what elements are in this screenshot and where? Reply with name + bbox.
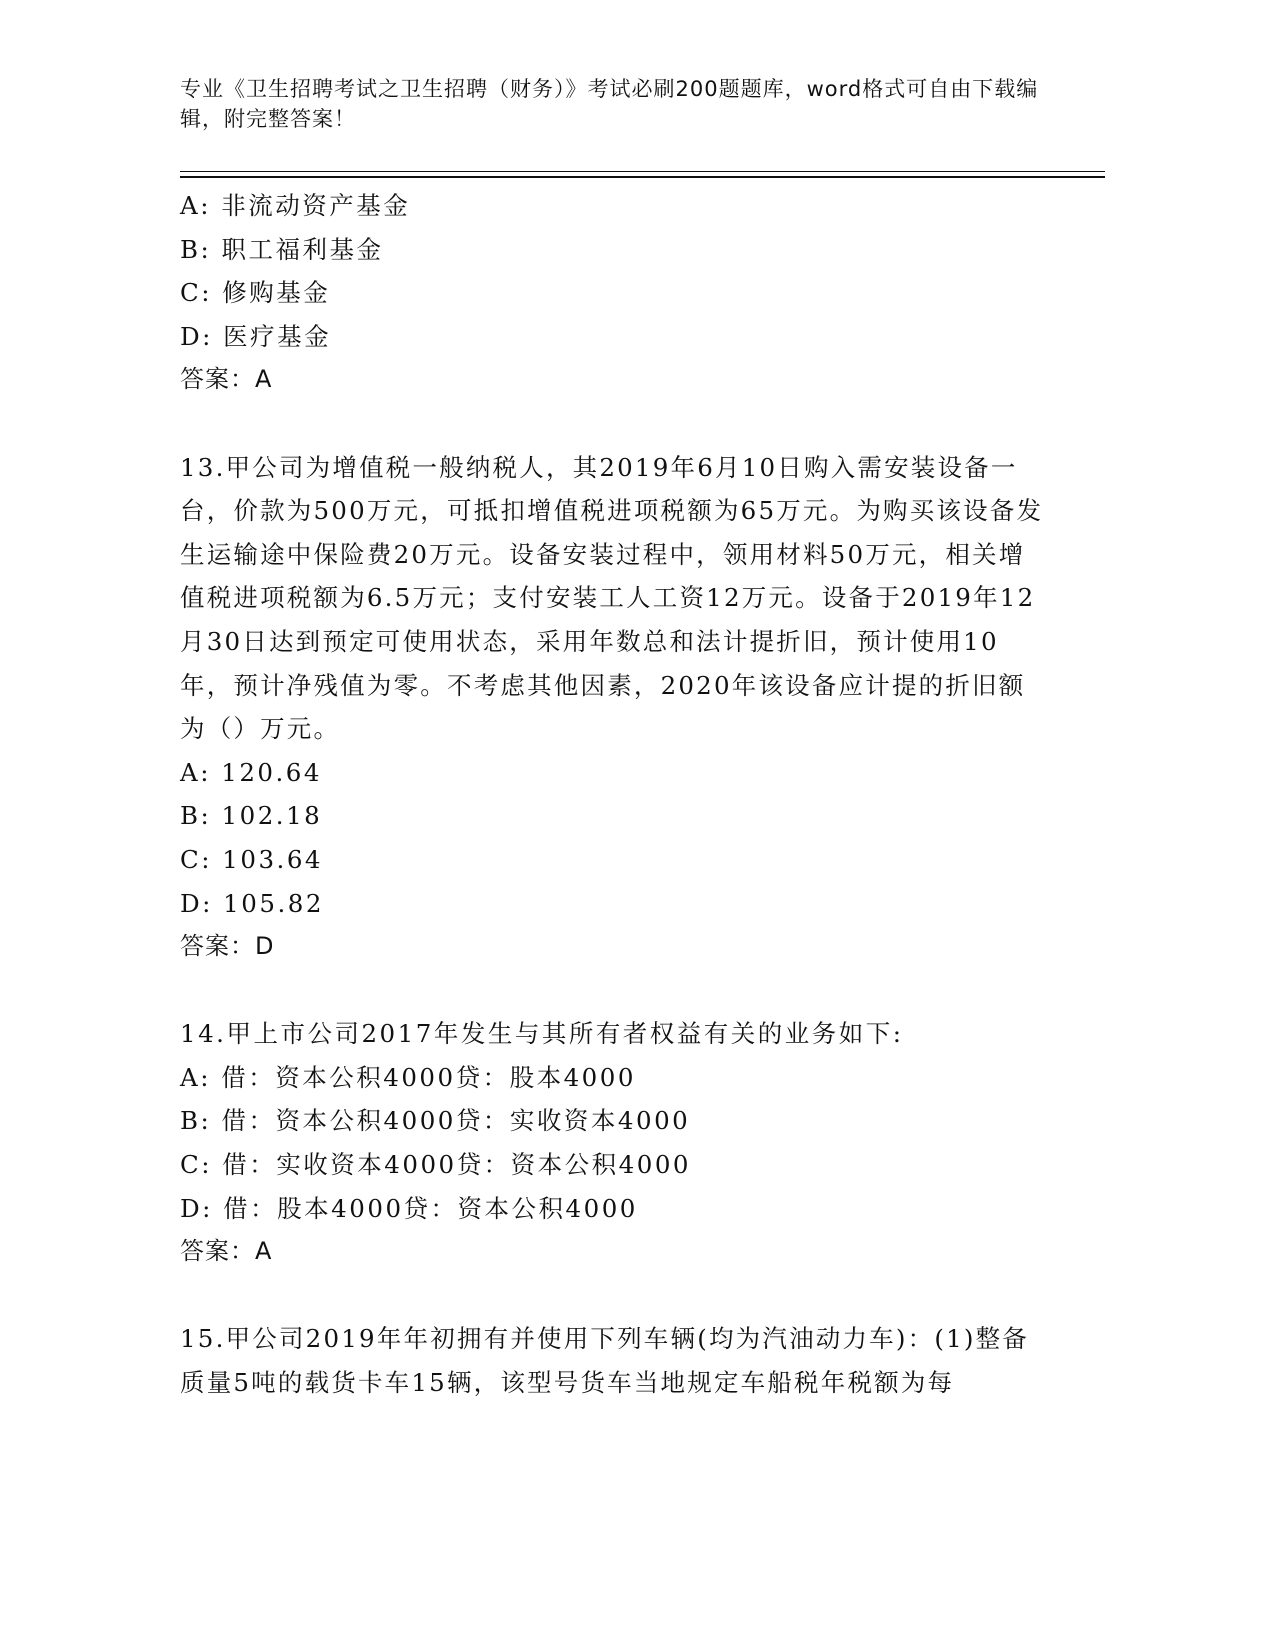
option-a: A: 120.64: [180, 757, 322, 787]
document-title: 专业《卫生招聘考试之卫生招聘（财务）》考试必刷200题题库，word格式可自由下载编辑，附完整答案！: [180, 77, 1039, 131]
option-b: B: 借：资本公积4000贷：实收资本4000: [180, 1106, 691, 1136]
question-13: [180, 446, 1050, 969]
option-d: D: 医疗基金: [180, 321, 332, 351]
question-content: [180, 184, 1050, 1405]
option-a: A: 非流动资产基金: [180, 191, 411, 220]
question-stem: 13.甲公司为增值税一般纳税人，其2019年6月10日购入需安装设备一台，价款为500万元，可抵扣增值税进项税额为65万元。为购买该设备发生运输途中保险费20万元。设备安装过程中，领用材料50万元，相关增值税进项税额为6.5万元；支付安装工人工资12万元。设备于2019年12月30日达到预定可使用状态，采用年数总和法计提折旧，预计使用10年，预计净残值为零。不考虑其他因素，2020年该设备应计提的折旧额为（）万元。: [180, 452, 1044, 744]
option-b: B: 102.18: [180, 801, 323, 831]
question-15: [180, 1317, 1050, 1404]
question-stem: 15.甲公司2019年年初拥有并使用下列车辆(均为汽油动力车)：(1)整备质量5吨的载货卡车15辆，该型号货车当地规定车船税年税额为每: [180, 1324, 1030, 1398]
header-divider-thin: [180, 171, 1105, 172]
answer-label: 答案：A: [180, 1237, 273, 1266]
question-12-tail: [180, 184, 1050, 402]
option-c: C: 借：实收资本4000贷：资本公积4000: [180, 1150, 691, 1180]
spacer: [180, 1274, 1050, 1318]
option-c: C: 103.64: [180, 844, 324, 874]
spacer: [180, 969, 1050, 1013]
option-d: D: 105.82: [180, 888, 324, 918]
header-divider-thick: [180, 176, 1105, 178]
option-b: B: 职工福利基金: [180, 234, 384, 264]
option-d: D: 借：股本4000贷：资本公积4000: [180, 1193, 638, 1223]
option-a: A: 借：资本公积4000贷：股本4000: [180, 1062, 636, 1092]
answer-label: 答案：D: [180, 932, 275, 961]
answer-label: 答案：A: [180, 365, 273, 394]
spacer: [180, 402, 1050, 446]
question-14: [180, 1012, 1050, 1274]
question-stem: 14.甲上市公司2017年发生与其所有者权益有关的业务如下:: [180, 1019, 904, 1049]
option-c: C: 修购基金: [180, 278, 331, 308]
document-header: [180, 74, 1040, 134]
